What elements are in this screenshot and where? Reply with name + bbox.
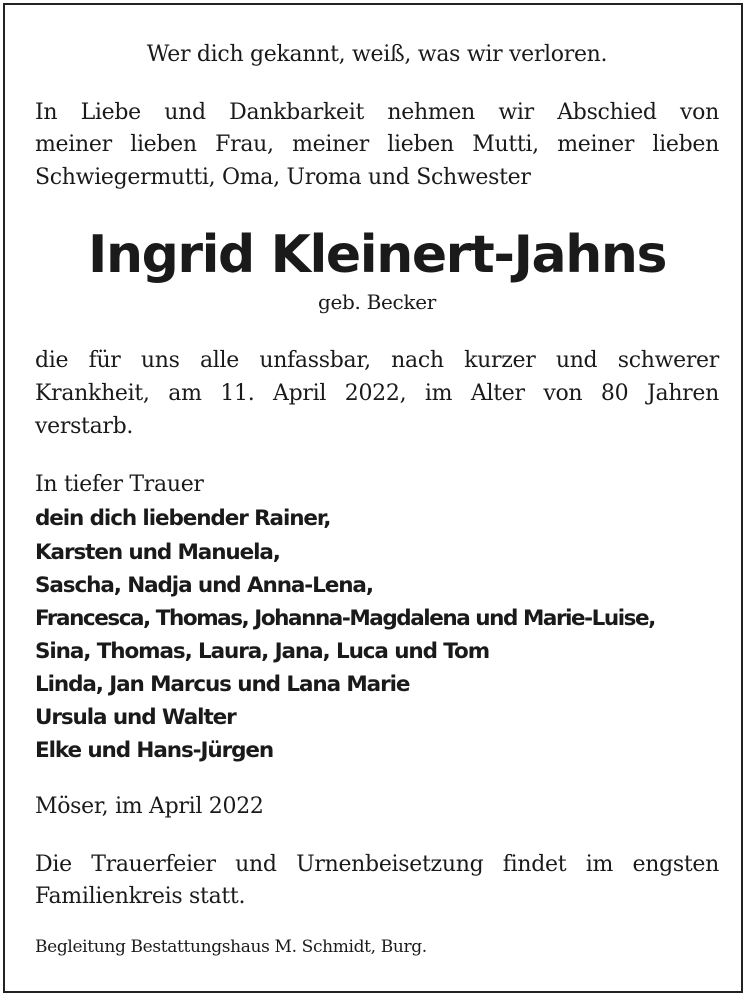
mourner-line-6: Linda, Jan Marcus und Lana Marie (35, 672, 410, 697)
description-line-3: verstarb. (35, 414, 134, 439)
deceased-name: Ingrid Kleinert-Jahns (88, 225, 666, 285)
intro-line-2: meiner lieben Frau, meiner lieben Mutti, meiner lieben (35, 132, 719, 157)
intro-line-3: Schwiegermutti, Oma, Uroma und Schwester (35, 165, 531, 190)
place-date: Möser, im April 2022 (35, 794, 264, 819)
mourner-line-2: Karsten und Manuela, (35, 540, 280, 565)
mourning-intro: In tiefer Trauer (35, 472, 204, 497)
intro-line-1: In Liebe und Dankbarkeit nehmen wir Abschied von (35, 100, 719, 125)
obituary-notice (3, 3, 743, 993)
mourner-line-5: Sina, Thomas, Laura, Jana, Luca und Tom (35, 639, 489, 664)
ceremony-line-2: Familienkreis statt. (35, 884, 246, 909)
mourner-line-7: Ursula und Walter (35, 705, 236, 730)
mourner-line-3: Sascha, Nadja und Anna-Lena, (35, 573, 373, 598)
birth-name: geb. Becker (317, 290, 437, 314)
funeral-home-credit: Begleitung Bestattungshaus M. Schmidt, Burg. (35, 937, 427, 957)
mourner-line-4: Francesca, Thomas, Johanna-Magdalena und Marie-Luise, (35, 606, 655, 631)
description-line-2: Krankheit, am 11. April 2022, im Alter von 80 Jahren (35, 381, 719, 406)
motto: Wer dich gekannt, weiß, was wir verloren. (146, 42, 608, 67)
mourner-line-8: Elke und Hans-Jürgen (35, 738, 274, 763)
ceremony-line-1: Die Trauerfeier und Urnenbeisetzung findet im engsten (35, 852, 719, 877)
mourner-line-1: dein dich liebender Rainer, (35, 506, 331, 531)
description-line-1: die für uns alle unfassbar, nach kurzer und schwerer (35, 348, 719, 373)
